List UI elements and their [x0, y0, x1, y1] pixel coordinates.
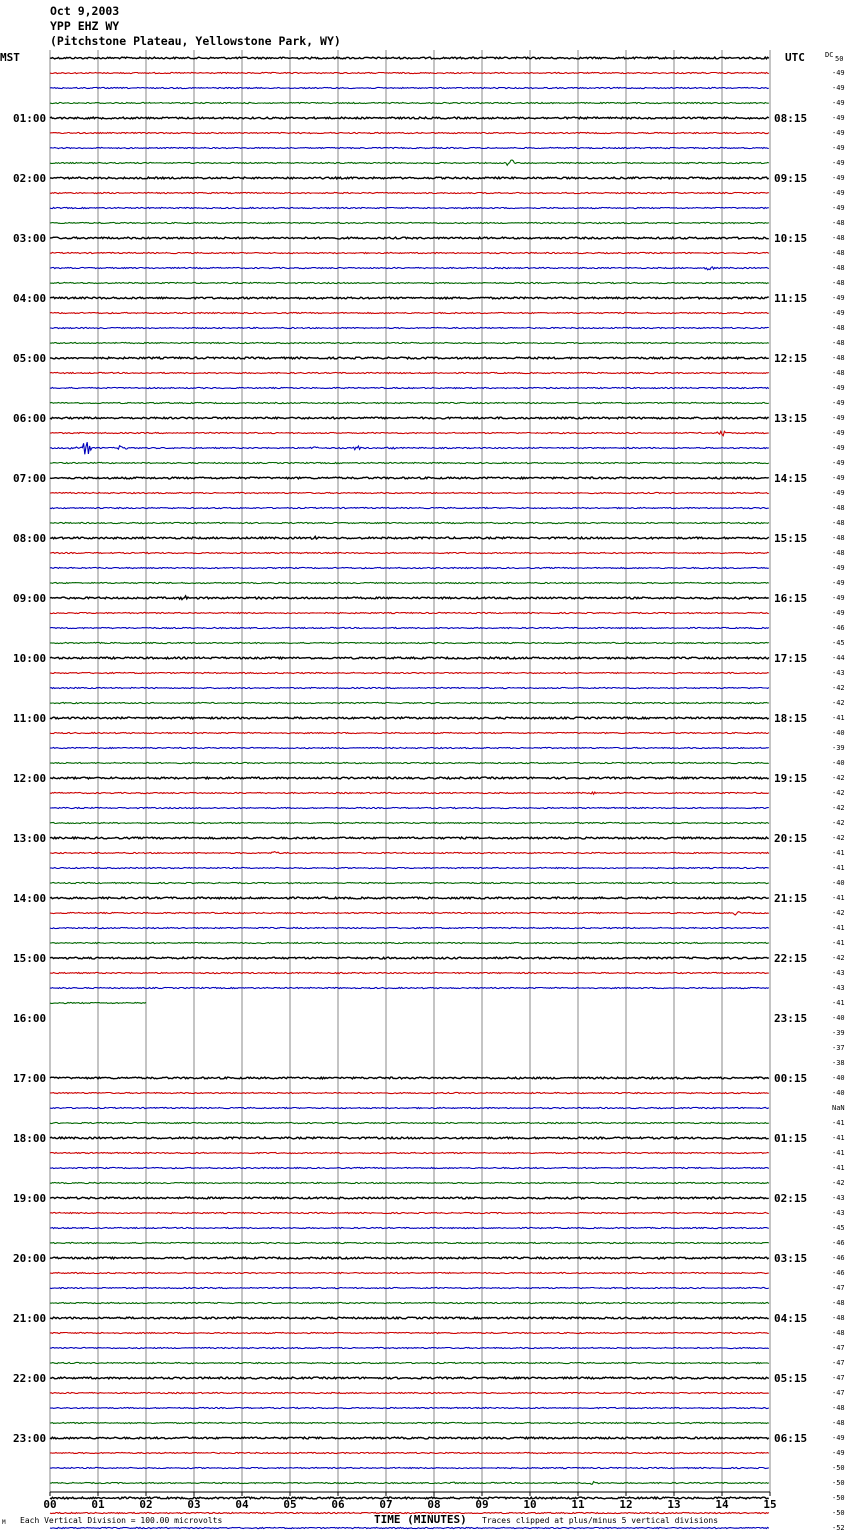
mst-hour-label: 19:00 — [13, 1192, 47, 1205]
dc-offset-label: -49 — [832, 204, 845, 212]
mst-hour-label: 07:00 — [13, 472, 47, 485]
trace-row — [50, 87, 769, 88]
dc-offset-label: -42 — [832, 909, 845, 917]
mst-hour-label: 22:00 — [13, 1372, 47, 1385]
dc-offset-label: -42 — [832, 804, 845, 812]
utc-hour-label: 22:15 — [774, 952, 808, 965]
dc-offset-label: -49 — [832, 159, 845, 167]
x-tick-label: 08 — [427, 1498, 441, 1511]
dc-offset-label: -47 — [832, 1389, 845, 1397]
dc-offset-label: -49 — [832, 459, 845, 467]
trace-row — [50, 417, 769, 419]
dc-header-value: 50 — [835, 55, 844, 63]
dc-offset-label: -48 — [832, 324, 845, 332]
utc-hour-label: 03:15 — [774, 1252, 808, 1265]
trace-row — [50, 1377, 769, 1379]
dc-offset-label: -41 — [832, 924, 845, 932]
date-label: Oct 9,2003 — [50, 4, 120, 18]
dc-offset-label: -40 — [832, 759, 845, 767]
trace-row — [50, 552, 769, 553]
trace-row — [50, 567, 769, 568]
dc-offset-label: -46 — [832, 1239, 845, 1247]
dc-offset-label: -41 — [832, 999, 845, 1007]
trace-row — [50, 207, 769, 208]
x-tick-label: 14 — [715, 1498, 729, 1511]
trace-row — [50, 972, 769, 973]
dc-offset-label: -49 — [832, 69, 845, 77]
trace-row — [50, 177, 769, 179]
dc-offset-label: -49 — [832, 174, 845, 182]
trace-row — [50, 477, 769, 479]
x-tick-label: 13 — [667, 1498, 681, 1511]
mst-hour-label: 03:00 — [13, 232, 47, 245]
utc-hour-label: 04:15 — [774, 1312, 808, 1325]
trace-row — [50, 327, 769, 328]
trace-row — [50, 1302, 769, 1303]
trace-row — [50, 431, 769, 435]
dc-offset-label: -47 — [832, 1284, 845, 1292]
dc-offset-label: -49 — [832, 474, 845, 482]
trace-row — [50, 732, 769, 733]
trace-row — [50, 342, 769, 343]
x-tick-label: 04 — [235, 1498, 249, 1511]
trace-row — [50, 57, 769, 59]
trace-row — [50, 1167, 769, 1168]
dc-offset-label: -48 — [832, 519, 845, 527]
utc-hour-label: 11:15 — [774, 292, 808, 305]
trace-row — [50, 882, 769, 883]
dc-offset-label: -49 — [832, 99, 845, 107]
corner-mark: M — [2, 1519, 6, 1526]
mst-hour-label: 21:00 — [13, 1312, 47, 1325]
trace-row — [50, 222, 769, 223]
dc-offset-label: -41 — [832, 849, 845, 857]
trace-row — [50, 1317, 769, 1319]
dc-offset-label: -49 — [832, 1449, 845, 1457]
dc-offset-label: -40 — [832, 1074, 845, 1082]
dc-offset-label: -46 — [832, 1254, 845, 1262]
mst-hour-label: 16:00 — [13, 1012, 47, 1025]
trace-row — [50, 357, 769, 359]
trace-row — [50, 627, 769, 628]
trace-row — [50, 102, 769, 103]
trace-row — [50, 1272, 769, 1273]
trace-row — [50, 492, 769, 493]
clip-note: Traces clipped at plus/minus 5 vertical divisions — [482, 1516, 719, 1525]
mst-hour-label: 02:00 — [13, 172, 47, 185]
dc-offset-label: -46 — [832, 1269, 845, 1277]
dc-offset-label: -48 — [832, 504, 845, 512]
trace-row — [50, 957, 769, 959]
trace-row — [50, 777, 769, 779]
trace-row — [50, 1332, 769, 1333]
trace-row — [50, 372, 769, 373]
trace-row — [50, 72, 769, 73]
utc-hour-label: 15:15 — [774, 532, 808, 545]
dc-offset-label: -48 — [832, 354, 845, 362]
dc-offset-label: -49 — [832, 1434, 845, 1442]
trace-row — [50, 507, 769, 508]
x-tick-label: 15 — [763, 1498, 777, 1511]
dc-offset-label: -46 — [832, 624, 845, 632]
dc-offset-label: -52 — [832, 1524, 845, 1532]
trace-row — [50, 132, 769, 133]
trace-row — [50, 312, 769, 313]
x-tick-label: 06 — [331, 1498, 345, 1511]
gridlines — [50, 50, 770, 1496]
dc-offset-label: -48 — [832, 1419, 845, 1427]
mst-hour-label: 15:00 — [13, 952, 47, 965]
trace-row — [50, 442, 769, 454]
dc-offset-label: -48 — [832, 1314, 845, 1322]
dc-offset-label: -47 — [832, 1344, 845, 1352]
utc-hour-label: 09:15 — [774, 172, 808, 185]
trace-row — [50, 1287, 769, 1288]
dc-offset-label: -49 — [832, 414, 845, 422]
trace-row — [50, 837, 769, 839]
trace-row — [50, 297, 769, 299]
trace-row — [50, 807, 769, 808]
trace-row — [50, 596, 769, 600]
x-tick-label: 11 — [571, 1498, 585, 1511]
trace-row — [50, 612, 769, 613]
trace-row — [50, 762, 769, 763]
dc-offset-label: -49 — [832, 144, 845, 152]
dc-offset-label: -48 — [832, 534, 845, 542]
dc-offset-label: -49 — [832, 384, 845, 392]
dc-offset-label: -49 — [832, 294, 845, 302]
dc-offset-label: -48 — [832, 249, 845, 257]
x-axis-title: TIME (MINUTES) — [374, 1513, 467, 1526]
trace-row — [50, 1152, 769, 1153]
trace-row — [50, 912, 769, 915]
utc-hour-label: 00:15 — [774, 1072, 808, 1085]
dc-offset-label: -49 — [832, 399, 845, 407]
trace-row — [50, 1392, 769, 1393]
trace-row — [50, 897, 769, 899]
utc-axis-title: UTC — [785, 51, 805, 64]
trace-row — [50, 267, 769, 270]
trace-row — [50, 1347, 769, 1348]
trace-row — [50, 1257, 769, 1259]
trace-row — [50, 822, 769, 823]
station-label: YPP EHZ WY — [50, 19, 120, 33]
x-tick-label: 09 — [475, 1498, 489, 1511]
utc-hour-label: 16:15 — [774, 592, 808, 605]
mst-hour-label: 10:00 — [13, 652, 47, 665]
mst-hour-label: 17:00 — [13, 1072, 47, 1085]
dc-offset-label: -49 — [832, 429, 845, 437]
trace-row — [50, 672, 769, 673]
trace-row — [50, 1437, 769, 1439]
dc-offset-label: -42 — [832, 699, 845, 707]
mst-hour-label: 11:00 — [13, 712, 47, 725]
trace-row — [50, 536, 769, 539]
trace-row — [50, 792, 769, 794]
trace-row — [50, 1137, 769, 1139]
traces — [50, 57, 769, 1534]
trace-row — [50, 1497, 769, 1499]
dc-offset-label: -48 — [832, 234, 845, 242]
utc-hour-label: 08:15 — [774, 112, 808, 125]
trace-row — [50, 147, 769, 148]
utc-hour-label: 18:15 — [774, 712, 808, 725]
trace-row — [50, 702, 769, 703]
utc-hour-label: 17:15 — [774, 652, 808, 665]
dc-offset-label: -44 — [832, 654, 845, 662]
mst-hour-label: 14:00 — [13, 892, 47, 905]
mst-hour-label: 13:00 — [13, 832, 47, 845]
dc-offset-label: -42 — [832, 819, 845, 827]
dc-offset-label: -48 — [832, 339, 845, 347]
dc-offset-label: -42 — [832, 774, 845, 782]
trace-row — [50, 462, 769, 463]
x-tick-label: 10 — [523, 1498, 537, 1511]
trace-row — [50, 237, 769, 239]
dc-offset-label: -49 — [832, 84, 845, 92]
dc-offset-label: -49 — [832, 489, 845, 497]
dc-offset-label: -47 — [832, 1359, 845, 1367]
trace-row — [50, 642, 769, 643]
dc-offset-label: -49 — [832, 309, 845, 317]
trace-row — [50, 1407, 769, 1408]
trace-row — [50, 117, 769, 119]
trace-row — [50, 582, 769, 583]
trace-row — [50, 687, 769, 688]
trace-row — [50, 1107, 769, 1108]
utc-hour-label: 10:15 — [774, 232, 808, 245]
trace-row — [50, 282, 769, 283]
trace-row — [50, 192, 769, 193]
mst-hour-label: 20:00 — [13, 1252, 47, 1265]
utc-hour-label: 21:15 — [774, 892, 808, 905]
dc-offset-label: -48 — [832, 279, 845, 287]
dc-offset-label: -40 — [832, 1089, 845, 1097]
dc-offset-label: -47 — [832, 1374, 845, 1382]
utc-hour-label: 20:15 — [774, 832, 808, 845]
dc-offset-label: -48 — [832, 549, 845, 557]
dc-offset-label: -41 — [832, 864, 845, 872]
dc-offset-label: -41 — [832, 1134, 845, 1142]
x-tick-label: 02 — [139, 1498, 153, 1511]
dc-offset-label: -42 — [832, 834, 845, 842]
dc-offset-label: -49 — [832, 114, 845, 122]
dc-offset-label: -48 — [832, 369, 845, 377]
x-tick-label: 07 — [379, 1498, 393, 1511]
mst-hour-label: 12:00 — [13, 772, 47, 785]
dc-offset-label: -37 — [832, 1044, 845, 1052]
trace-row — [50, 942, 769, 943]
dc-offset-label: -40 — [832, 1014, 845, 1022]
x-tick-label: 00 — [43, 1498, 57, 1511]
dc-header-label: DC — [825, 51, 834, 59]
trace-row — [50, 987, 769, 988]
utc-hour-label: 13:15 — [774, 412, 808, 425]
trace-row — [50, 402, 769, 403]
trace-row — [50, 867, 769, 868]
dc-offset-label: -43 — [832, 669, 845, 677]
mst-hour-label: 18:00 — [13, 1132, 47, 1145]
trace-row — [50, 657, 769, 659]
trace-row — [50, 717, 769, 719]
mst-hour-label: 05:00 — [13, 352, 47, 365]
mst-hour-label: 08:00 — [13, 532, 47, 545]
trace-row — [50, 1077, 769, 1079]
dc-offset-label: -43 — [832, 1194, 845, 1202]
utc-hour-label: 05:15 — [774, 1372, 808, 1385]
mst-hour-label: 06:00 — [13, 412, 47, 425]
dc-offset-label: -48 — [832, 1329, 845, 1337]
mst-hour-label: 01:00 — [13, 112, 47, 125]
utc-hour-label: 12:15 — [774, 352, 808, 365]
dc-offset-label: -48 — [832, 1404, 845, 1412]
location-label: (Pitchstone Plateau, Yellowstone Park, WY) — [50, 34, 341, 48]
trace-row — [50, 1362, 769, 1363]
dc-offset-label: -41 — [832, 1164, 845, 1172]
utc-hour-label: 01:15 — [774, 1132, 808, 1145]
trace-row — [50, 1242, 769, 1243]
trace-row — [50, 1212, 769, 1213]
dc-offset-label: -45 — [832, 1224, 845, 1232]
dc-offset-label: -43 — [832, 984, 845, 992]
mst-hour-label: 04:00 — [13, 292, 47, 305]
trace-row — [50, 747, 769, 748]
x-tick-label: 12 — [619, 1498, 633, 1511]
dc-offset-label: -50 — [832, 1464, 845, 1472]
trace-row — [50, 387, 769, 388]
dc-offset-label: -50 — [832, 1494, 845, 1502]
dc-offset-label: -41 — [832, 939, 845, 947]
mst-axis-title: MST — [0, 51, 20, 64]
x-tick-label: 01 — [91, 1498, 105, 1511]
dc-offset-label: -42 — [832, 789, 845, 797]
mst-hour-label: 23:00 — [13, 1432, 47, 1445]
dc-offset-label: -39 — [832, 744, 845, 752]
dc-offset-label: -45 — [832, 639, 845, 647]
trace-row — [50, 1122, 769, 1123]
utc-hour-label: 06:15 — [774, 1432, 808, 1445]
dc-offset-label: -39 — [832, 1029, 845, 1037]
trace-row — [50, 1182, 769, 1183]
dc-offset-label: -43 — [832, 969, 845, 977]
footer — [2, 1513, 718, 1526]
dc-offset-label: -40 — [832, 879, 845, 887]
dc-offset-label: -48 — [832, 1299, 845, 1307]
trace-row — [50, 1452, 769, 1453]
dc-offset-label: -38 — [832, 1059, 845, 1067]
dc-offset-label: -49 — [832, 444, 845, 452]
trace-row — [50, 1482, 769, 1485]
dc-offset-label: -50 — [832, 1479, 845, 1487]
utc-hour-label: 02:15 — [774, 1192, 808, 1205]
utc-hour-label: 14:15 — [774, 472, 808, 485]
scale-note: Each Vertical Division = 100.00 microvolts — [20, 1516, 223, 1525]
trace-row — [50, 927, 769, 928]
dc-offset-label: NaN — [832, 1104, 845, 1112]
dc-offset-label: -48 — [832, 219, 845, 227]
trace-row — [50, 1227, 769, 1228]
trace-row — [50, 1092, 769, 1093]
dc-offset-label: -41 — [832, 894, 845, 902]
dc-offset-label: -49 — [832, 129, 845, 137]
dc-offset-label: -41 — [832, 1119, 845, 1127]
trace-row — [50, 1197, 769, 1199]
dc-offset-label: -49 — [832, 579, 845, 587]
dc-offset-label: -40 — [832, 729, 845, 737]
trace-row — [50, 522, 769, 523]
dc-offset-label: -41 — [832, 714, 845, 722]
trace-row — [50, 1422, 769, 1423]
dc-offset-label: -49 — [832, 594, 845, 602]
dc-offset-label: -50 — [832, 1509, 845, 1517]
dc-offset-label: -43 — [832, 1209, 845, 1217]
mst-hour-label: 09:00 — [13, 592, 47, 605]
trace-row — [50, 252, 769, 253]
trace-row — [50, 1467, 769, 1468]
trace-row — [50, 1527, 769, 1528]
dc-offset-label: -42 — [832, 1179, 845, 1187]
dc-offset-label: -48 — [832, 264, 845, 272]
dc-offset-label: -41 — [832, 1149, 845, 1157]
x-tick-label: 05 — [283, 1498, 297, 1511]
dc-offset-label: -49 — [832, 609, 845, 617]
trace-row — [50, 160, 769, 165]
utc-hour-label: 23:15 — [774, 1012, 808, 1025]
x-tick-label: 03 — [187, 1498, 201, 1511]
dc-offset-label: -42 — [832, 954, 845, 962]
trace-row — [50, 852, 769, 854]
dc-offset-label: -42 — [832, 684, 845, 692]
dc-offset-label: -49 — [832, 189, 845, 197]
dc-offset-label: -49 — [832, 564, 845, 572]
utc-hour-label: 19:15 — [774, 772, 808, 785]
